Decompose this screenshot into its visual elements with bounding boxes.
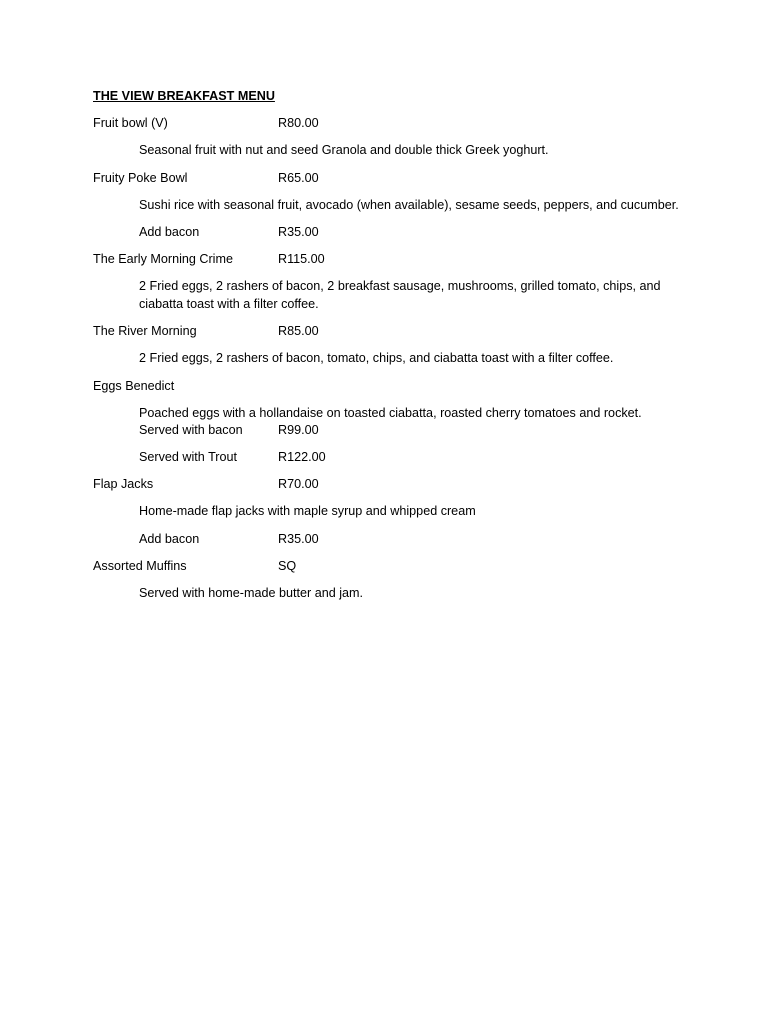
item-price: R85.00	[278, 324, 319, 338]
item-price: R70.00	[278, 477, 319, 491]
menu-item-early-morning-crime	[93, 251, 683, 268]
item-name: Fruity Poke Bowl	[93, 170, 188, 185]
menu-document	[93, 88, 683, 612]
item-option-served-with-trout	[93, 449, 683, 466]
item-price: R65.00	[278, 170, 319, 185]
item-price: R80.00	[278, 116, 319, 130]
option-name: Served with Trout	[139, 450, 237, 464]
item-description: Home-made flap jacks with maple syrup and whipped cream	[139, 504, 476, 518]
item-description: Served with home-made butter and jam.	[139, 585, 364, 600]
option-name: Served with bacon	[139, 423, 243, 437]
menu-item-fruit-bowl	[93, 115, 683, 132]
item-name: Eggs Benedict	[93, 378, 175, 393]
option-price: R35.00	[278, 225, 319, 239]
menu-item-fruity-poke-bowl	[93, 170, 683, 187]
item-option-add-bacon	[93, 531, 683, 548]
item-price: R115.00	[278, 252, 325, 266]
item-name: Fruit bowl (V)	[93, 116, 168, 130]
menu-item-river-morning	[93, 323, 683, 340]
menu-item-flap-jacks	[93, 476, 683, 493]
item-description: Poached eggs with a hollandaise on toasted ciabatta, roasted cherry tomatoes and rocket.	[139, 405, 642, 420]
item-description: 2 Fried eggs, 2 rashers of bacon, tomato, chips, and ciabatta toast with a filter coffee.	[139, 351, 614, 365]
option-price: R99.00	[278, 423, 319, 437]
option-name: Add bacon	[139, 225, 200, 239]
option-price: R122.00	[278, 450, 326, 464]
item-option-served-with-bacon	[93, 422, 683, 439]
item-description: 2 Fried eggs, 2 rashers of bacon, 2 breakfast sausage, mushrooms, grilled tomato, chips, and ciabatta toast with a filter coffee.	[139, 279, 661, 311]
item-price: SQ	[278, 558, 297, 573]
item-name: The River Morning	[93, 324, 197, 338]
item-name: Assorted Muffins	[93, 558, 187, 573]
menu-item-assorted-muffins	[93, 558, 683, 575]
menu-item-eggs-benedict	[93, 378, 683, 395]
option-price: R35.00	[278, 531, 319, 546]
item-description: Sushi rice with seasonal fruit, avocado (when available), sesame seeds, peppers, and cucumber.	[139, 197, 679, 212]
menu-title: THE VIEW BREAKFAST MENU	[93, 89, 275, 103]
option-name: Add bacon	[139, 531, 200, 546]
item-name: Flap Jacks	[93, 477, 154, 491]
item-description: Seasonal fruit with nut and seed Granola and double thick Greek yoghurt.	[139, 143, 549, 157]
item-name: The Early Morning Crime	[93, 252, 233, 266]
item-option-add-bacon	[93, 224, 683, 241]
